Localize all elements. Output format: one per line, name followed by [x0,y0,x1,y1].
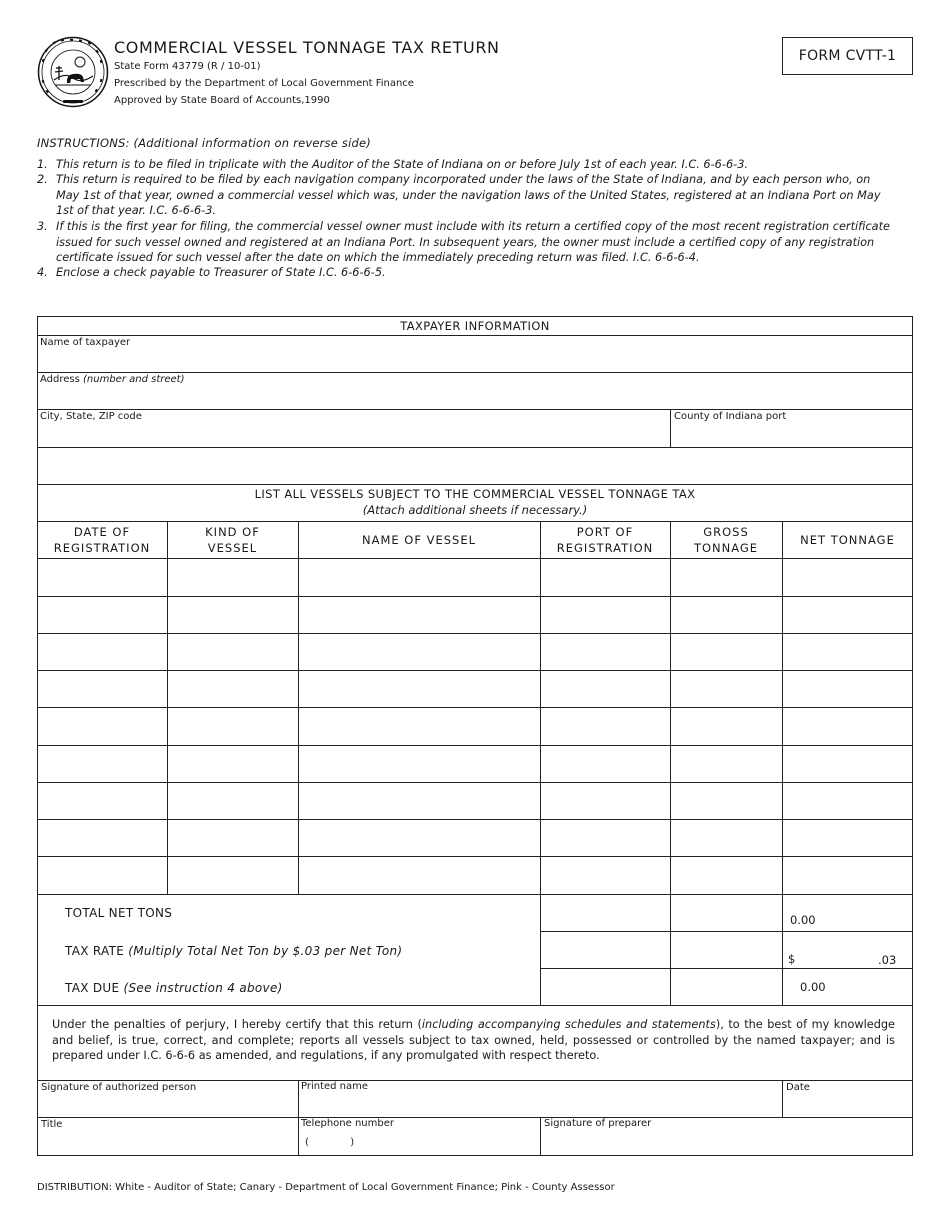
prescribed-by: Prescribed by the Department of Local Government Finance [114,78,414,89]
vessel-cell-name-of-vessel[interactable] [299,857,540,893]
col-port-of-registration [540,522,670,558]
state-seal-icon [37,36,109,108]
col-date-of-registration [37,522,167,558]
tax-rate-label-text: TAX RATE [65,944,125,958]
certification-statement [52,1017,895,1064]
address-label-text: Address [40,374,80,385]
vessel-cell-name-of-vessel[interactable] [299,671,540,707]
vessel-cell-net-tonnage[interactable] [783,671,912,707]
tax-due-label [65,981,283,995]
vessel-cell-port-of-registration[interactable] [541,820,670,856]
tax-due-note: (See instruction 4 above) [123,981,283,995]
vessel-cell-date-of-registration[interactable] [38,820,167,856]
vessel-cell-net-tonnage[interactable] [783,634,912,670]
form-title: COMMERCIAL VESSEL TONNAGE TAX RETURN [114,38,500,57]
vessel-cell-kind-of-vessel[interactable] [168,820,298,856]
vessel-cell-net-tonnage[interactable] [783,746,912,782]
taxpayer-name-field[interactable] [38,350,912,371]
vessel-cell-port-of-registration[interactable] [541,708,670,744]
address-label [40,374,185,385]
instruction-text: If this is the first year for filing, the commercial vessel owner must include with its return a certified copy of the most recent registration certificate issued for such vessel owned and registered at an Indiana Port. In subsequent years, the owner must include a certified copy of any registration certificate issued for such vessel after the date on which the immediately preceding return was filed. I.C. 6-6-6-4. [56,220,890,264]
vessel-cell-port-of-registration[interactable] [541,634,670,670]
tax-rate-currency: $ [788,952,796,966]
vessel-cell-kind-of-vessel[interactable] [168,597,298,633]
col-header-line: REGISTRATION [556,541,654,555]
county-label: County of Indiana port [674,411,787,422]
signature-authorized-field[interactable] [38,1094,297,1116]
taxpayer-heading: TAXPAYER INFORMATION [400,319,550,333]
title-field[interactable] [38,1131,297,1155]
tax-rate-label [65,944,402,958]
vessel-cell-net-tonnage[interactable] [783,783,912,819]
vessel-cell-date-of-registration[interactable] [38,857,167,893]
vessel-cell-port-of-registration[interactable] [541,746,670,782]
col-header-line: NET TONNAGE [800,533,895,547]
vessel-cell-name-of-vessel[interactable] [299,634,540,670]
printed-name-label: Printed name [301,1081,369,1092]
instruction-text: Enclose a check payable to Treasurer of State I.C. 6-6-6-5. [56,266,386,279]
date-label: Date [786,1082,810,1093]
preparer-signature-label: Signature of preparer [544,1118,652,1129]
county-field[interactable] [671,424,912,446]
total-net-tons-label: TOTAL NET TONS [65,906,173,920]
rule [37,447,913,448]
vessel-cell-net-tonnage[interactable] [783,708,912,744]
rule [37,1005,913,1006]
vessels-subheading: (Attach additional sheets if necessary.) [362,503,588,517]
rule [37,335,913,336]
instruction-number: 1. [37,158,48,171]
vessel-cell-gross-tonnage[interactable] [671,783,782,819]
vessel-cell-net-tonnage[interactable] [783,857,912,893]
col-header-line: REGISTRATION [53,541,151,555]
distribution-note: DISTRIBUTION: White - Auditor of State; Canary - Department of Local Government Finance; Pink - County Assessor [37,1182,615,1193]
cert-text-1: Under the penalties of perjury, I hereby certify that this return ( [52,1018,422,1031]
vessel-cell-port-of-registration[interactable] [541,783,670,819]
col-header-line: TONNAGE [693,541,759,555]
vessel-cell-name-of-vessel[interactable] [299,708,540,744]
vessel-cell-name-of-vessel[interactable] [299,559,540,595]
tax-rate-value: .03 [878,953,897,967]
vessel-cell-date-of-registration[interactable] [38,746,167,782]
vessel-cell-port-of-registration[interactable] [541,857,670,893]
vessel-cell-date-of-registration[interactable] [38,597,167,633]
preparer-signature-field[interactable] [541,1131,912,1155]
title-label: Title [41,1119,63,1130]
col-header-line: KIND OF [205,525,260,539]
signature-authorized-label: Signature of authorized person [41,1082,197,1093]
vessel-cell-date-of-registration[interactable] [38,559,167,595]
form-id: FORM CVTT-1 [798,48,897,64]
vessel-cell-name-of-vessel[interactable] [299,820,540,856]
telephone-label: Telephone number [301,1118,394,1129]
col-header-line: GROSS [703,525,749,539]
vessel-cell-port-of-registration[interactable] [541,559,670,595]
instruction-item [37,172,897,219]
address-field[interactable] [38,387,912,408]
instruction-item [37,219,897,266]
instruction-number: 3. [37,220,48,233]
col-kind-of-vessel [167,522,298,558]
vessel-cell-gross-tonnage[interactable] [671,559,782,595]
col-header-line: VESSEL [207,541,258,555]
vessel-cell-port-of-registration[interactable] [541,597,670,633]
vessel-cell-kind-of-vessel[interactable] [168,857,298,893]
vessel-cell-gross-tonnage[interactable] [671,857,782,893]
rule [298,1080,299,1156]
instruction-number: 4. [37,266,48,279]
vessel-cell-date-of-registration[interactable] [38,671,167,707]
instructions-heading: INSTRUCTIONS: (Additional information on reverse side) [37,136,371,150]
rule [540,968,913,969]
col-header-line: PORT OF [576,525,634,539]
cert-text-italic: including accompanying schedules and statements [421,1018,716,1031]
vessel-cell-kind-of-vessel[interactable] [168,746,298,782]
approved-by: Approved by State Board of Accounts,1990 [114,95,330,106]
vessel-cell-kind-of-vessel[interactable] [168,634,298,670]
vessel-cell-gross-tonnage[interactable] [671,708,782,744]
vessel-cell-port-of-registration[interactable] [541,671,670,707]
rule [540,931,913,932]
col-net-tonnage [782,522,913,558]
instruction-number: 2. [37,173,48,186]
vessel-cell-gross-tonnage[interactable] [671,671,782,707]
vessel-cell-kind-of-vessel[interactable] [168,671,298,707]
state-form-number: State Form 43779 (R / 10-01) [114,61,261,72]
vessel-cell-name-of-vessel[interactable] [299,783,540,819]
vessel-cell-net-tonnage[interactable] [783,559,912,595]
tax-rate-note: (Multiply Total Net Ton by $.03 per Net Ton) [128,944,403,958]
instruction-text: This return is to be filed in triplicate with the Auditor of the State of Indiana on or before July 1st of each year. I.C. 6-6-6-3. [56,158,748,171]
instruction-item [37,265,897,281]
vessel-cell-date-of-registration[interactable] [38,634,167,670]
vessel-cell-net-tonnage[interactable] [783,597,912,633]
instruction-item [37,157,897,173]
printed-name-field[interactable] [299,1094,781,1116]
total-net-tons-value[interactable]: 0.00 [790,913,816,927]
col-name-of-vessel [298,522,540,558]
vessel-cell-net-tonnage[interactable] [783,820,912,856]
vessel-cell-gross-tonnage[interactable] [671,634,782,670]
instruction-text: This return is required to be filed by each navigation company incorporated under the laws of the State of Indiana, and by each person who, on May 1st of that year, owned a commercial vessel which was, under the navigation laws of the United States, registered at an Indiana Port on May 1st of that year. I.C. 6-6-6-3. [56,173,881,217]
date-field[interactable] [783,1094,912,1116]
city-label: City, State, ZIP code [40,411,142,422]
vessel-cell-gross-tonnage[interactable] [671,820,782,856]
cert-text-2: ), to the best of my knowledge and belief, is true, correct, and complete; reports all vessels subject to tax owned, held, possessed or controlled by the named taxpayer; and is prepared under I.C. 6-6-6 as amended, and regulations, if any promulgated with respect thereto. [52,1018,895,1062]
form-id-box [782,37,913,75]
vessel-cell-name-of-vessel[interactable] [299,746,540,782]
vessel-cell-date-of-registration[interactable] [38,708,167,744]
vessel-cell-name-of-vessel[interactable] [299,597,540,633]
taxpayer-name-label: Name of taxpayer [40,337,131,348]
vessel-cell-kind-of-vessel[interactable] [168,783,298,819]
vessel-cell-date-of-registration[interactable] [38,783,167,819]
col-gross-tonnage [670,522,782,558]
vessel-cell-gross-tonnage[interactable] [671,597,782,633]
city-state-zip-field[interactable] [38,424,669,446]
col-header-line: NAME OF VESSEL [361,533,477,547]
address-label-note: (number and street) [83,374,185,385]
rule [37,372,913,373]
vessel-cell-kind-of-vessel[interactable] [168,559,298,595]
telephone-field[interactable]: ( ) [305,1137,355,1148]
rule [37,409,913,410]
tax-due-label-text: TAX DUE [65,981,120,995]
vessel-cell-gross-tonnage[interactable] [671,746,782,782]
col-header-line: DATE OF [73,525,131,539]
tax-due-value[interactable]: 0.00 [800,980,826,994]
vessel-cell-kind-of-vessel[interactable] [168,708,298,744]
vessels-heading: LIST ALL VESSELS SUBJECT TO THE COMMERCIAL VESSEL TONNAGE TAX [254,487,696,501]
rule [37,484,913,485]
